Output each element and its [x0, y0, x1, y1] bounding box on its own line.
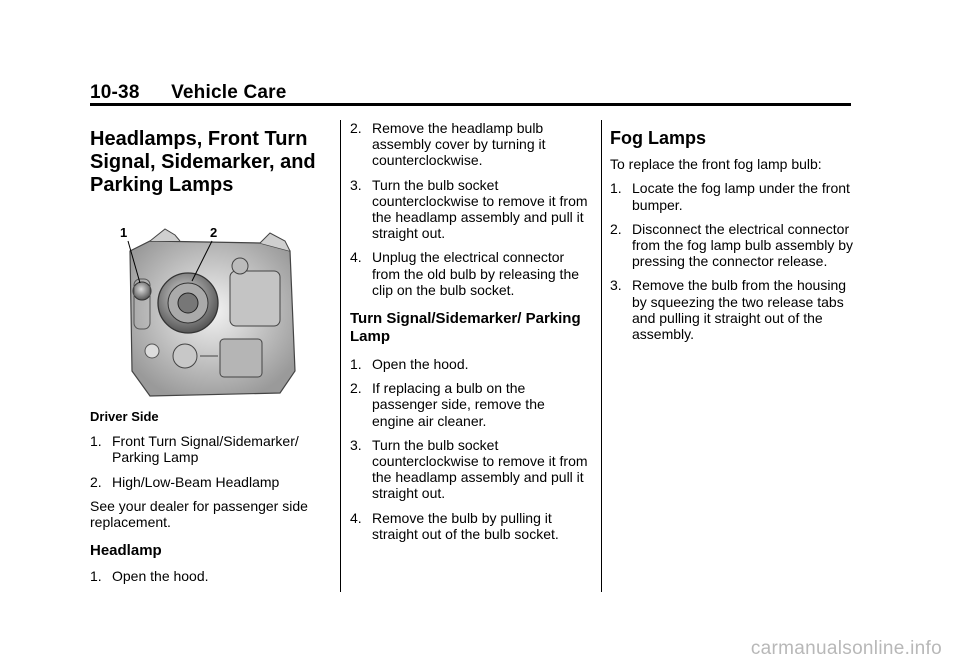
column-divider — [601, 120, 602, 592]
section-title: Vehicle Care — [171, 82, 287, 103]
page-header — [90, 82, 287, 104]
callout-1: 1 — [120, 225, 128, 240]
subheading-headlamp: Headlamp — [90, 542, 162, 560]
step-item: 3. Turn the bulb socket counterclockwise to remove it from the headlamp assembly and pull it straight out. — [350, 436, 588, 502]
watermark: carmanualsonline.info — [750, 638, 942, 659]
turn-signal-steps — [350, 356, 590, 542]
turn-signal-socket — [133, 282, 151, 300]
subheading-turn-signal: Turn Signal/Sidemarker/ Parking Lamp — [350, 310, 581, 346]
headlamp-steps — [90, 568, 330, 584]
figure-caption: Driver Side — [90, 409, 159, 424]
figure-legend — [90, 433, 330, 490]
step-item: 4. Remove the bulb by pulling it straight out of the bulb socket. — [350, 509, 559, 542]
intro-text: To replace the front fog lamp bulb: — [610, 156, 822, 173]
step-item: 1. Open the hood. — [350, 356, 469, 373]
fog-lamp-steps — [610, 180, 855, 342]
note-text: See your dealer for passenger side replacement. — [90, 497, 308, 531]
headlamp-assembly-illustration — [90, 221, 330, 401]
legend-item: 1. Front Turn Signal/Sidemarker/ Parking Lamp — [90, 433, 299, 466]
step-item: 3. Turn the bulb socket counterclockwise to remove it from the headlamp assembly and pull it straight out. — [350, 176, 588, 242]
step-item: 1. Open the hood. — [90, 568, 209, 585]
legend-item: 2. High/Low-Beam Headlamp — [90, 473, 280, 490]
column-divider — [340, 120, 341, 592]
step-item: 3. Remove the bulb from the housing by squeezing the two release tabs and pulling it straight out of the assembly. — [610, 277, 847, 343]
column-2 — [350, 120, 590, 550]
step-item: 4. Unplug the electrical connector from the old bulb by releasing the clip on the bulb socket. — [350, 249, 580, 298]
step-item: 2. Disconnect the electrical connector from the fog lamp bulb assembly by pressing the connector release. — [610, 220, 853, 270]
headlamp-steps-continued — [350, 120, 590, 298]
callout-2: 2 — [210, 225, 218, 240]
step-item: 2. Remove the headlamp bulb assembly cover by turning it counterclockwise. — [350, 120, 546, 169]
section-heading-headlamps: Headlamps, Front Turn Signal, Sidemarker, and Parking Lamps — [90, 128, 316, 196]
column-1 — [90, 120, 330, 592]
header-rule — [90, 103, 851, 106]
step-item: 2. If replacing a bulb on the passenger side, remove the engine air cleaner. — [350, 380, 545, 429]
section-heading-fog-lamps: Fog Lamps — [610, 128, 707, 148]
step-item: 1. Locate the fog lamp under the front bumper. — [610, 180, 850, 213]
column-3 — [610, 120, 855, 350]
headlamp-figure — [90, 221, 330, 401]
page-number: 10-38 — [90, 82, 140, 103]
